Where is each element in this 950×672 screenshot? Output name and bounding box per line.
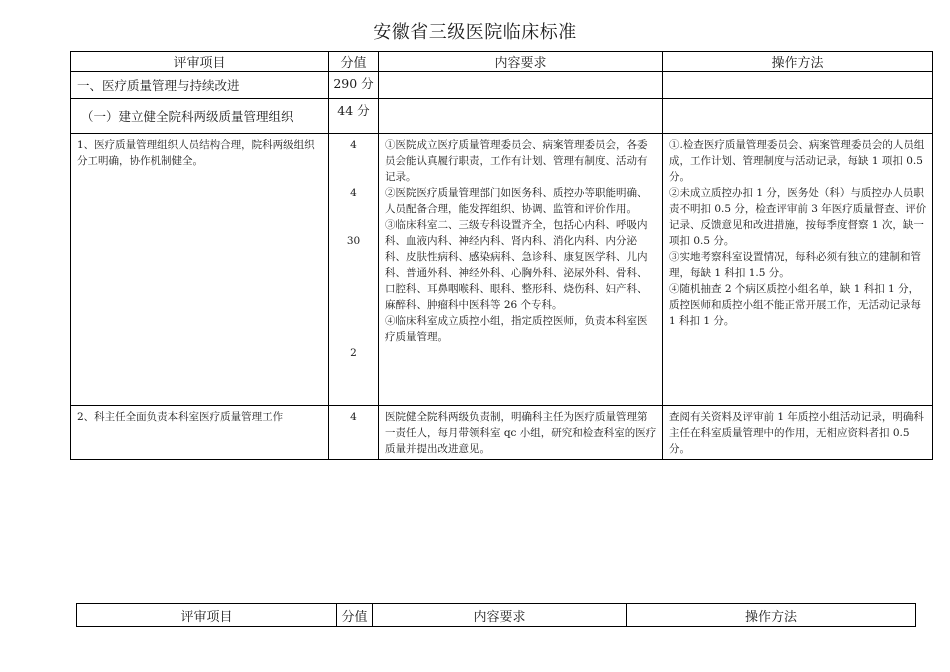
method-text: ①.检查医疗质量管理委员会、病案管理委员会的人员组成，工作计划、管理制度与活动记录，每缺 1 项扣 0.5 分。 xyxy=(669,139,925,183)
content-requirements xyxy=(379,134,663,406)
method-text: ②未成立质控办扣 1 分，医务处（科）与质控办人员职责不明扣 0.5 分，检查评审前 3 年医疗质量督查、评价记录、反馈意见和改进措施，按每季度督察 1 次，缺一项扣 0.5 分。 xyxy=(669,187,927,247)
table-row xyxy=(71,406,933,460)
section-label: 一、医疗质量管理与持续改进 xyxy=(71,72,329,99)
item-label: 1、医疗质量管理组织人员结构合理，院科两级组织分工明确，协作机制健全。 xyxy=(71,134,329,406)
section-row-1 xyxy=(71,72,933,99)
standards-table xyxy=(70,51,933,460)
method-text: ③实地考察科室设置情况，每科必须有独立的建制和管理，每缺 1 科扣 1.5 分。 xyxy=(669,251,921,279)
header-operation-method: 操作方法 xyxy=(627,604,916,627)
header-score: 分值 xyxy=(329,52,379,72)
requirement-text: ②医院医疗质量管理部门如医务科、质控办等职能明确、人员配备合理，能发挥组织、协调、监管和评价作用。 xyxy=(385,187,648,215)
method-text: 查阅有关资料及评审前 1 年质控小组活动记录，明确科主任在科室质量管理中的作用，无相应资料者扣 0.5 分。 xyxy=(663,406,933,460)
requirement-text: ①医院成立医疗质量管理委员会、病案管理委员会，各委员会能认真履行职责，工作有计划、管理有制度、活动有记录。 xyxy=(385,139,648,183)
header-review-item: 评审项目 xyxy=(71,52,329,72)
item-scores xyxy=(329,134,379,406)
item-label: 2、科主任全面负责本科室医疗质量管理工作 xyxy=(71,406,329,460)
method-text: ④随机抽查 2 个病区质控小组名单，缺 1 科扣 1 分，质控医师和质控小组不能正常开展工作，无活动记录每 1 科扣 1 分。 xyxy=(669,283,921,327)
header-operation-method: 操作方法 xyxy=(663,52,933,72)
table-header-row xyxy=(77,604,916,627)
header-content-requirement: 内容要求 xyxy=(379,52,663,72)
table-row xyxy=(71,134,933,406)
score-value: 30 xyxy=(346,235,361,247)
header-review-item: 评审项目 xyxy=(77,604,337,627)
score-value: 4 xyxy=(350,139,357,151)
subsection-label: （一）建立健全院科两级质量管理组织 xyxy=(71,99,329,134)
continuation-table-header xyxy=(76,603,916,627)
requirement-text: ④临床科室成立质控小组，指定质控医师，负责本科室医疗质量管理。 xyxy=(385,315,648,343)
score-value: 4 xyxy=(329,406,379,460)
section-row-2 xyxy=(71,99,933,134)
score-value: 4 xyxy=(350,187,357,199)
header-score: 分值 xyxy=(337,604,373,627)
subsection-score: 44 分 xyxy=(329,99,379,134)
requirement-text: ③临床科室二、三级专科设置齐全，包括心内科、呼吸内科、血液内科、神经内科、肾内科、消化内科、内分泌科、皮肤性病科、感染病科、急诊科、康复医学科、儿内科、普通外科、神经外科、心胸外科、泌尿外科、骨科、口腔科、耳鼻咽喉科、眼科、整形科、烧伤科、妇产科、麻醉科、肿瘤科中医科等 26 个专科。 xyxy=(385,219,648,311)
table-header-row xyxy=(71,52,933,72)
section-score: 290 分 xyxy=(329,72,379,99)
page-title: 安徽省三级医院临床标准 xyxy=(373,22,577,43)
score-value: 2 xyxy=(350,347,357,359)
header-content-requirement: 内容要求 xyxy=(373,604,627,627)
operation-methods xyxy=(663,134,933,406)
requirement-text: 医院健全院科两级负责制，明确科主任为医疗质量管理第一责任人，每月带领科室 qc 小组，研究和检查科室的医疗质量并提出改进意见。 xyxy=(379,406,663,460)
